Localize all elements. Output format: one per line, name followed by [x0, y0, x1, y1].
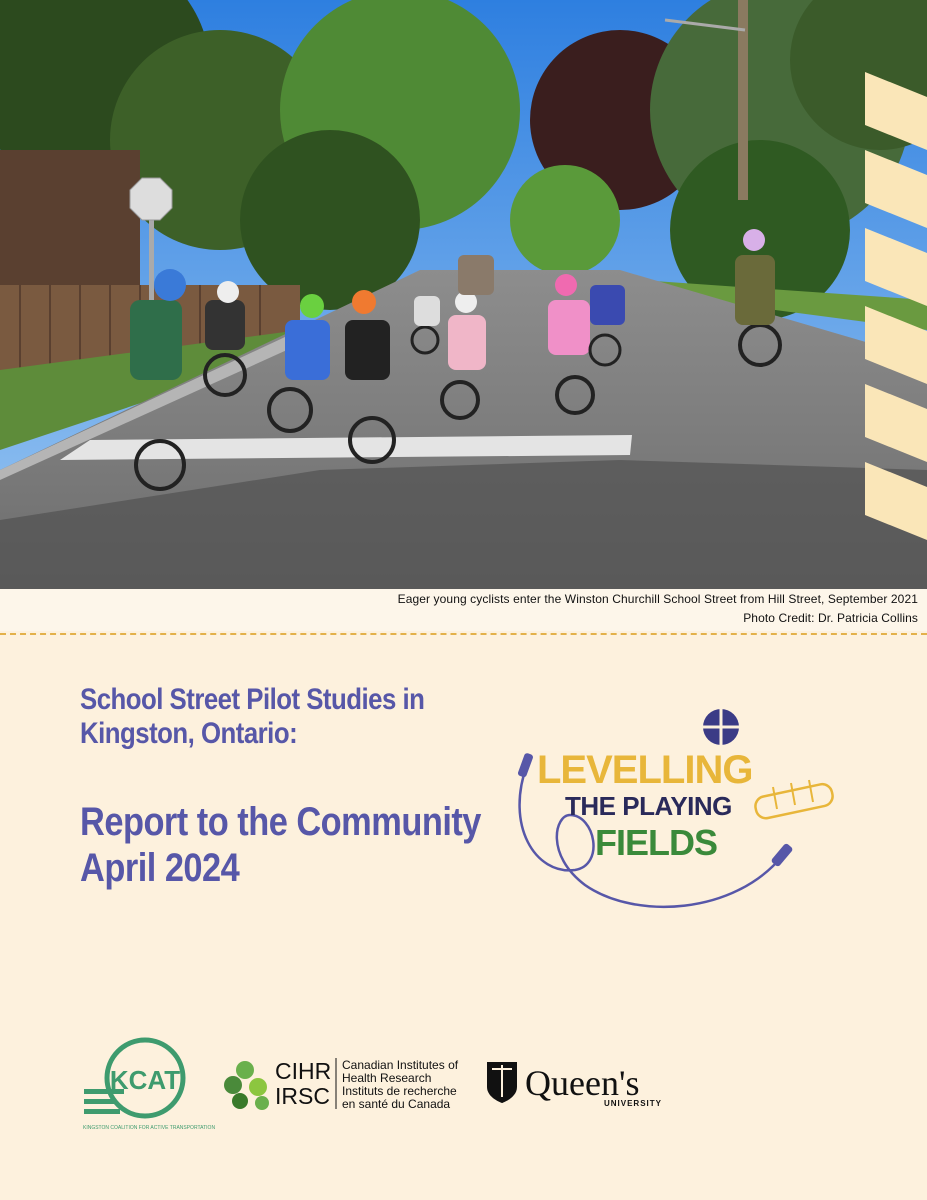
queens-university-logo	[487, 1062, 662, 1108]
photo-credit: Photo Credit: Dr. Patricia Collins	[743, 611, 918, 625]
cihr-english-line2: Health Research	[342, 1071, 432, 1085]
maple-leaf-people-icon	[224, 1061, 269, 1110]
photo-caption: Eager young cyclists enter the Winston Churchill School Street from Hill Street, September 2021	[397, 592, 918, 606]
kcat-full-name: KINGSTON COALITION FOR ACTIVE TRANSPORTATION	[83, 1125, 216, 1131]
cihr-irsc-logo	[224, 1058, 459, 1111]
report-subtitle-line1: School Street Pilot Studies in	[80, 683, 425, 716]
queens-university-label: UNIVERSITY	[603, 1099, 662, 1108]
report-subtitle-line2: Kingston, Ontario:	[80, 717, 298, 750]
cihr-french-line2: en santé du Canada	[342, 1097, 451, 1111]
dashed-divider	[0, 633, 927, 635]
queens-wordmark: Queen's	[525, 1063, 640, 1103]
kcat-abbreviation: KCAT	[109, 1065, 181, 1095]
report-title-line1: Report to the Community	[80, 800, 481, 844]
logo-words-the-playing: THE PLAYING	[565, 791, 732, 821]
bat-icon	[754, 780, 835, 820]
levelling-the-playing-fields-logo	[515, 705, 845, 920]
kcat-logo	[83, 1040, 215, 1131]
svg-text:LEVELLING	[537, 748, 752, 792]
logo-word-levelling: LEVELLING	[537, 748, 753, 792]
partner-logos	[0, 1025, 927, 1135]
cihr-french-line1: Instituts de recherche	[342, 1084, 457, 1098]
cover-photo	[0, 0, 927, 589]
logo-word-fields: FIELDS	[595, 822, 718, 863]
cihr-abbreviation: CIHR	[275, 1058, 332, 1084]
ball-icon	[703, 709, 739, 745]
report-title-line2: April 2024	[80, 846, 240, 890]
irsc-abbreviation: IRSC	[275, 1083, 330, 1109]
cihr-english-line1: Canadian Institutes of	[342, 1058, 459, 1072]
